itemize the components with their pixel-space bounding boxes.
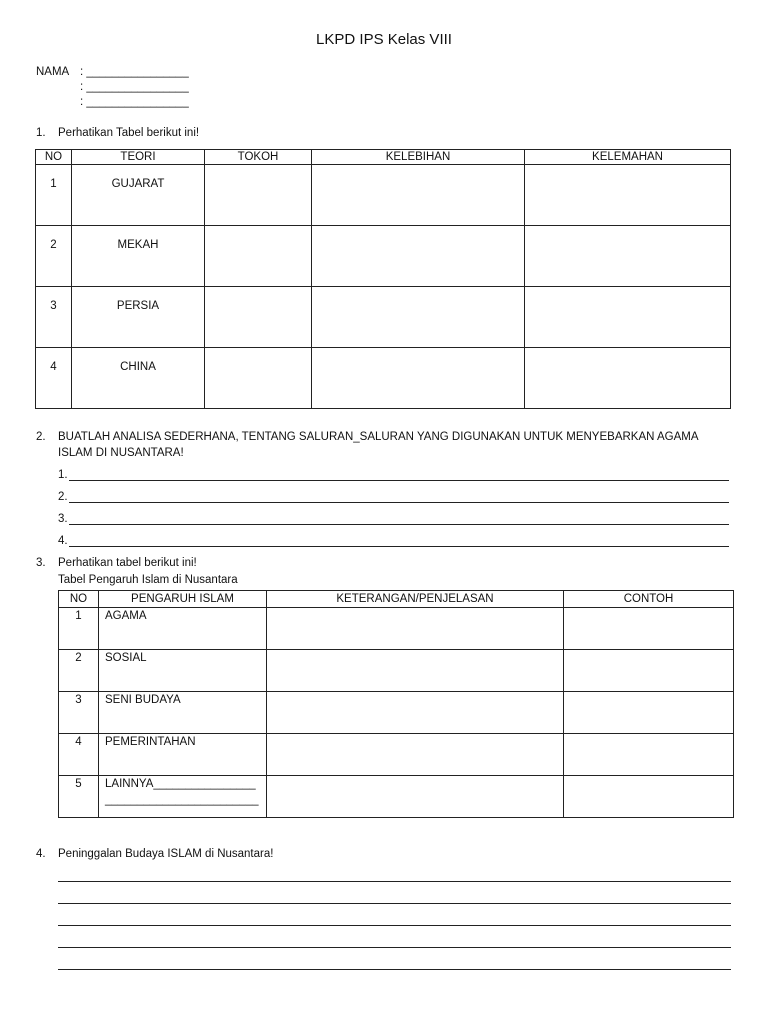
header-no: NO xyxy=(36,150,72,165)
row-teori: PERSIA xyxy=(72,287,205,348)
q1-text: Perhatikan Tabel berikut ini! xyxy=(58,127,200,139)
q1-number: 1. xyxy=(36,127,46,139)
answer-label-1: 1. xyxy=(58,469,68,481)
row-no: 3 xyxy=(59,692,99,734)
header-pengaruh-islam: PENGARUH ISLAM xyxy=(99,591,267,608)
table-row xyxy=(59,734,734,776)
row-no: 1 xyxy=(59,608,99,650)
q4-answer-line-4[interactable] xyxy=(58,947,731,948)
table-row xyxy=(36,165,731,226)
identity-line-1[interactable]: : ________________ xyxy=(80,66,189,78)
nama-label: NAMA xyxy=(36,66,70,78)
header-contoh: CONTOH xyxy=(564,591,734,608)
q4-answer-line-2[interactable] xyxy=(58,903,731,904)
row-no: 5 xyxy=(59,776,99,818)
kelemahan-cell[interactable] xyxy=(525,165,731,226)
answer-line-3[interactable] xyxy=(69,524,729,525)
row-no: 1 xyxy=(36,165,72,226)
kelebihan-cell[interactable] xyxy=(312,287,525,348)
q2-text-line-1: BUATLAH ANALISA SEDERHANA, TENTANG SALURAN_SALURAN YANG DIGUNAKAN UNTUK MENYEBARKAN AGAMA xyxy=(58,431,699,443)
identity-line-2[interactable]: : ________________ xyxy=(80,81,189,93)
page-title: LKPD IPS Kelas VIII xyxy=(316,31,452,48)
keterangan-cell[interactable] xyxy=(267,734,564,776)
row-teori: GUJARAT xyxy=(72,165,205,226)
q4-text: Peninggalan Budaya ISLAM di Nusantara! xyxy=(58,848,274,860)
keterangan-cell[interactable] xyxy=(267,650,564,692)
pengaruh-table-header xyxy=(59,591,734,608)
header-no: NO xyxy=(59,591,99,608)
kelemahan-cell[interactable] xyxy=(525,226,731,287)
table-row xyxy=(59,776,734,818)
table-row xyxy=(59,692,734,734)
q3-table-caption: Tabel Pengaruh Islam di Nusantara xyxy=(58,574,238,586)
teori-table-header xyxy=(36,150,731,165)
table-row xyxy=(59,650,734,692)
header-keterangan: KETERANGAN/PENJELASAN xyxy=(267,591,564,608)
header-teori: TEORI xyxy=(72,150,205,165)
answer-label-3: 3. xyxy=(58,513,68,525)
row-pengaruh: PEMERINTAHAN xyxy=(99,734,267,776)
answer-line-1[interactable] xyxy=(69,480,729,481)
keterangan-cell[interactable] xyxy=(267,608,564,650)
row-no: 2 xyxy=(59,650,99,692)
lainnya-fill-line[interactable]: ________________________ xyxy=(105,794,259,806)
lainnya-label: LAINNYA________________ xyxy=(105,778,256,790)
row-pengaruh: AGAMA xyxy=(99,608,267,650)
q3-number: 3. xyxy=(36,557,46,569)
q3-text: Perhatikan tabel berikut ini! xyxy=(58,557,197,569)
kelebihan-cell[interactable] xyxy=(312,165,525,226)
teori-table xyxy=(35,149,731,409)
table-row xyxy=(36,348,731,409)
contoh-cell[interactable] xyxy=(564,608,734,650)
row-no: 4 xyxy=(36,348,72,409)
contoh-cell[interactable] xyxy=(564,692,734,734)
q2-text-line-2: ISLAM DI NUSANTARA! xyxy=(58,447,184,459)
contoh-cell[interactable] xyxy=(564,650,734,692)
row-no: 4 xyxy=(59,734,99,776)
q4-answer-line-3[interactable] xyxy=(58,925,731,926)
contoh-cell[interactable] xyxy=(564,734,734,776)
kelemahan-cell[interactable] xyxy=(525,287,731,348)
answer-line-2[interactable] xyxy=(69,502,729,503)
row-teori: CHINA xyxy=(72,348,205,409)
pengaruh-table xyxy=(58,590,734,818)
answer-label-2: 2. xyxy=(58,491,68,503)
tokoh-cell[interactable] xyxy=(205,287,312,348)
q2-number: 2. xyxy=(36,431,46,443)
kelebihan-cell[interactable] xyxy=(312,226,525,287)
row-pengaruh: SENI BUDAYA xyxy=(99,692,267,734)
tokoh-cell[interactable] xyxy=(205,226,312,287)
keterangan-cell[interactable] xyxy=(267,776,564,818)
tokoh-cell[interactable] xyxy=(205,348,312,409)
row-teori: MEKAH xyxy=(72,226,205,287)
answer-label-4: 4. xyxy=(58,535,68,547)
table-row xyxy=(59,608,734,650)
answer-line-4[interactable] xyxy=(69,546,729,547)
row-no: 3 xyxy=(36,287,72,348)
contoh-cell[interactable] xyxy=(564,776,734,818)
row-pengaruh-lainnya[interactable] xyxy=(99,776,267,818)
q4-answer-line-5[interactable] xyxy=(58,969,731,970)
q4-answer-line-1[interactable] xyxy=(58,881,731,882)
q4-number: 4. xyxy=(36,848,46,860)
header-kelebihan: KELEBIHAN xyxy=(312,150,525,165)
row-pengaruh: SOSIAL xyxy=(99,650,267,692)
kelebihan-cell[interactable] xyxy=(312,348,525,409)
row-no: 2 xyxy=(36,226,72,287)
table-row xyxy=(36,226,731,287)
identity-line-3[interactable]: : ________________ xyxy=(80,96,189,108)
table-row xyxy=(36,287,731,348)
header-tokoh: TOKOH xyxy=(205,150,312,165)
kelemahan-cell[interactable] xyxy=(525,348,731,409)
tokoh-cell[interactable] xyxy=(205,165,312,226)
header-kelemahan: KELEMAHAN xyxy=(525,150,731,165)
keterangan-cell[interactable] xyxy=(267,692,564,734)
